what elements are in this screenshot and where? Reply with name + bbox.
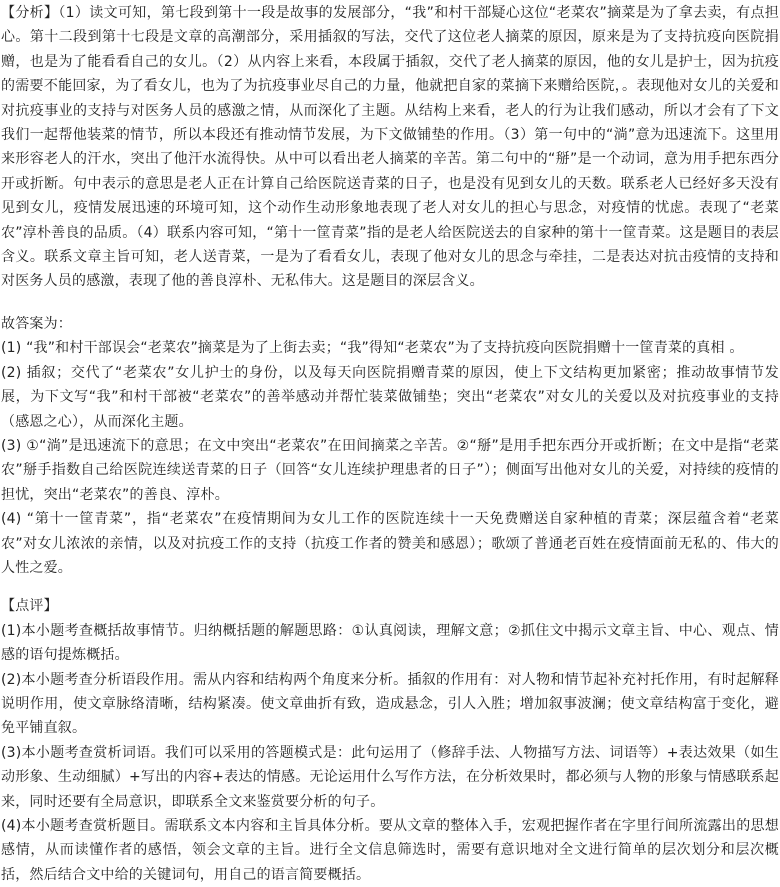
- answer-item-1: (1) “我”和村干部误会“老菜农”摘菜是为了上街去卖；“我”得知“老菜农”为了支持抗疫向医院捐赠十一筐青菜的真相 。: [1, 340, 744, 357]
- comment-heading: 【点评】: [1, 598, 58, 615]
- comment-item-1: (1)本小题考查概括故事情节。归纳概括题的解题思路：①认真阅读，理解文意；②抓住文中揭示文章主旨、中心、观点、情感的语句提炼概括。: [1, 622, 779, 664]
- answer-item-2: (2) 插叙；交代了“老菜农”女儿护士的身份，以及每天向医院捐赠青菜的原因，使上下文结构更加紧密；推动故事情节发展，为下文写“我”和村干部被“老菜农”的善举感动并帮忙装菜做铺垫；突出“老菜农”对女儿的关爱以及对抗疫事业的支持（感恩之心），从而深化主题。: [1, 364, 779, 430]
- analysis-text: 【分析】（1）读文可知，第七段到第十一段是故事的发展部分，“我”和村干部疑心这位“老菜农”摘菜是为了拿去卖，有点担心。第十二段到第十七段是文章的高潮部分，采用插叙的写法，交代了这位老人摘菜的原因，原来是为了支持抗疫向医院捐赠，也是为了能看看自己的女儿。（2）从内容上来看，本段属于插叙，交代了老人摘菜的原因，他的女儿是护士，因为抗疫的需要不能回家，为了看女儿，也为了为抗疫事业尽自己的力量，他就把自家的菜摘下来赠给医院，。表现他对女儿的关爱和对抗疫事业的支持与对医务人员的感激之情，从而深化了主题。从结构上来看，老人的行为让我们感动，所以才会有了下文我们一起帮他装菜的情节，所以本段还有推动情节发展，为下文做铺垫的作用。（3）第一句中的“淌”意为迅速流下。这里用来形容老人的汗水，突出了他汗水流得快。从中可以看出老人摘菜的辛苦。第二句中的“掰”是一个动词，意为用手把东西分开或折断。句中表示的意思是老人正在计算自己给医院送青菜的日子，也是没有见到女儿的天数。联系老人已经好多天没有见到女儿，疫情发展迅速的环境可知，这个动作生动形象地表现了老人对女儿的担心与思念，对疫情的忧虑。表现了“老菜农”淳朴善良的品质。（4）联系内容可知，“第十一筐青菜”指的是老人给医院送去的自家种的第十一筐青菜。这是题目的表层含义。联系文章主旨可知，老人送青菜，一是为了看看女儿，表现了他对女儿的思念与牵挂，二是表达对抗击疫情的支持和对医务人员的感激，表现了他的善良淳朴、无私伟大。这是题目的深层含义。: [1, 5, 779, 290]
- comment-item-2: (2)本小题考查分析语段作用。需从内容和结构两个角度来分析。插叙的作用有：对人物和情节起补充衬托作用，有时起解释说明作用，使文章脉络清晰，结构紧凑。使文章曲折有致，造成悬念，引人入胜；增加叙事波澜；使文章结构富于变化，避免平铺直叙。: [1, 671, 779, 737]
- answer-item-4: (4) “第十一筐青菜”，指“老菜农”在疫情期间为女儿工作的医院连续十一天免费赠送自家种植的青菜；深层蕴含着“老菜农”对女儿浓浓的亲情，以及对抗疫工作的支持（抗疫工作者的赞美和感恩）；歌颂了普通老百姓在疫情面前无私的、伟大的人性之爱。: [1, 511, 779, 576]
- answer-heading: 故答案为：: [1, 315, 72, 332]
- answer-section: [1, 312, 779, 580]
- comment-item-4: (4)本小题考查赏析题目。需联系文本内容和主旨具体分析。要从文章的整体入手，宏观把握作者在字里行间所流露出的思想感情，从而读懂作者的感悟，领会文章的主旨。进行全文信息筛选时，需要有意识地对全文进行简单的层次划分和层次概括，然后结合文中给的关键词句，用自己的语言简要概括。: [1, 818, 779, 883]
- spacer: [1, 580, 779, 594]
- spacer: [1, 294, 779, 312]
- answer-item-3: (3) ①“淌”是迅速流下的意思；在文中突出“老菜农”在田间摘菜之辛苦。②“掰”是用手把东西分开或折断；在文中是指“老菜农”掰手指数自己给医院连续送青菜的日子（回答“女儿连续护理患者的日子”）；侧面写出他对女儿的关爱，对持续的疫情的担忧，突出“老菜农”的善良、淳朴。: [1, 437, 779, 503]
- comment-item-3: (3)本小题考查赏析词语。我们可以采用的答题模式是：此句运用了（修辞手法、人物描写方法、词语等）+表达效果（如生动形象、生动细腻）+写出的内容+表达的情感。无论运用什么写作方法，在分析效果时，都必须与人物的形象与情感联系起来，同时还要有全局意识，即联系全文来鉴赏要分析的句子。: [1, 744, 779, 810]
- analysis-section: [1, 0, 779, 294]
- comment-section: [1, 594, 779, 887]
